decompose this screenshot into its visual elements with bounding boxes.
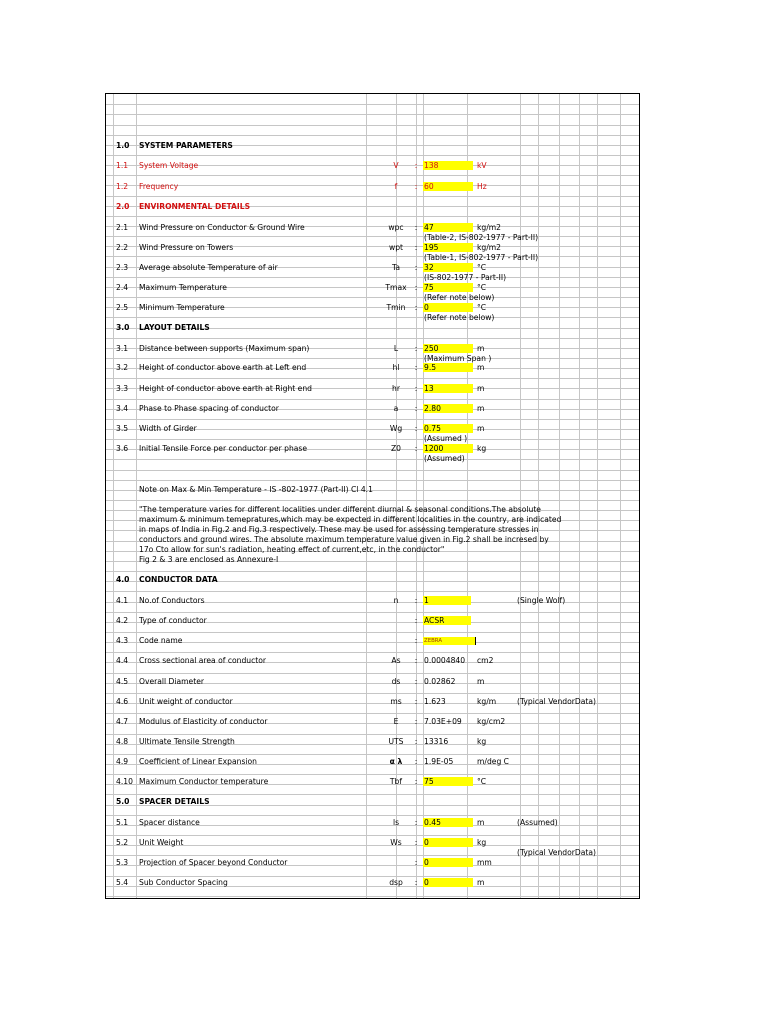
item-number: 3.5 xyxy=(116,424,129,433)
item-number: 3.2 xyxy=(116,363,129,372)
separator-colon: : xyxy=(414,818,418,827)
separator-colon: : xyxy=(414,737,418,746)
separator-colon: : xyxy=(414,243,418,252)
parameter-value: 7.03E+09 xyxy=(424,717,462,726)
item-number: 4.10 xyxy=(116,777,133,786)
parameter-symbol: ds xyxy=(391,677,401,686)
separator-colon: : xyxy=(414,697,418,706)
grid-row-line xyxy=(106,754,639,755)
parameter-note: (Assumed) xyxy=(517,818,558,827)
separator-colon: : xyxy=(414,223,418,232)
parameter-label: Initial Tensile Force per conductor per phase xyxy=(139,444,308,453)
parameter-symbol: Tmin xyxy=(386,303,406,312)
grid-column-line xyxy=(620,94,621,898)
parameter-symbol: Wg xyxy=(389,424,403,433)
parameter-symbol: dsp xyxy=(389,878,403,887)
grid-row-line xyxy=(106,236,639,237)
separator-colon: : xyxy=(414,303,418,312)
grid-row-line xyxy=(106,459,639,460)
parameter-value: 138 xyxy=(424,161,439,170)
parameter-unit: °C xyxy=(477,283,487,292)
parameter-unit: m xyxy=(477,363,485,372)
parameter-value: 0.0004840 xyxy=(424,656,466,665)
separator-colon: : xyxy=(414,777,418,786)
parameter-label: Wind Pressure on Conductor & Ground Wire xyxy=(139,223,305,232)
parameter-symbol: ls xyxy=(392,818,400,827)
parameter-label: Frequency xyxy=(139,182,179,191)
note-text: maximum & minimum temepratures,which may be expected in different localities in the country, are indicated xyxy=(139,515,562,524)
separator-colon: : xyxy=(414,717,418,726)
parameter-label: Height of conductor above earth at Right end xyxy=(139,384,312,393)
item-number: 1.2 xyxy=(116,182,129,191)
parameter-label: Coefficient of Linear Expansion xyxy=(139,757,257,766)
grid-column-line xyxy=(597,94,598,898)
separator-colon: : xyxy=(414,182,418,191)
separator-colon: : xyxy=(414,596,418,605)
parameter-value: 0.75 xyxy=(424,424,441,433)
grid-row-line xyxy=(106,104,639,105)
parameter-label: Type of conductor xyxy=(139,616,207,625)
grid-row-line xyxy=(106,845,639,846)
grid-row-line xyxy=(106,632,639,633)
parameter-label: Unit Weight xyxy=(139,838,184,847)
grid-column-line xyxy=(520,94,521,898)
parameter-value: 250 xyxy=(424,344,439,353)
item-number: 2.1 xyxy=(116,223,129,232)
separator-colon: : xyxy=(414,161,418,170)
parameter-value: 0 xyxy=(424,878,429,887)
note-text: Fig 2 & 3 are enclosed as Annexure-I xyxy=(139,555,279,564)
separator-colon: : xyxy=(414,283,418,292)
grid-row-line xyxy=(106,693,639,694)
parameter-unit: kg xyxy=(477,737,487,746)
parameter-value: 0 xyxy=(424,858,429,867)
grid-row-line xyxy=(106,652,639,653)
grid-row-line xyxy=(106,338,639,339)
parameter-note: (Typical VendorData) xyxy=(517,848,596,857)
grid-row-line xyxy=(106,155,639,156)
grid-row-line xyxy=(106,642,639,643)
parameter-symbol: n xyxy=(393,596,399,605)
grid-row-line xyxy=(106,256,639,257)
item-number: 3.4 xyxy=(116,404,129,413)
separator-colon: : xyxy=(414,878,418,887)
parameter-unit: mm xyxy=(477,858,492,867)
item-number: 4.6 xyxy=(116,697,129,706)
grid-row-line xyxy=(106,185,639,186)
grid-row-line xyxy=(106,713,639,714)
note-text: 17o Cto allow for sun's radiation, heating effect of current,etc, in the conductor" xyxy=(139,545,445,554)
parameter-symbol: L xyxy=(393,344,399,353)
value-highlight xyxy=(423,858,473,867)
separator-colon: : xyxy=(414,404,418,413)
grid-row-line xyxy=(106,673,639,674)
grid-row-line xyxy=(106,277,639,278)
grid-column-line xyxy=(366,94,367,898)
grid-column-line xyxy=(559,94,560,898)
parameter-label: Modulus of Elasticity of conductor xyxy=(139,717,268,726)
item-number: 3.3 xyxy=(116,384,129,393)
reference-note: (Assumed) xyxy=(424,454,465,463)
parameter-value: 1.9E-05 xyxy=(424,757,454,766)
parameter-label: Cross sectional area of conductor xyxy=(139,656,267,665)
grid-row-line xyxy=(106,500,639,501)
section-header: CONDUCTOR DATA xyxy=(139,575,218,584)
grid-row-line xyxy=(106,399,639,400)
parameter-label: Maximum Temperature xyxy=(139,283,227,292)
separator-colon: : xyxy=(414,444,418,453)
parameter-label: No.of Conductors xyxy=(139,596,205,605)
parameter-unit: kg/m2 xyxy=(477,223,502,232)
separator-colon: : xyxy=(414,677,418,686)
parameter-symbol: Ta xyxy=(391,263,401,272)
separator-colon: : xyxy=(414,636,418,645)
grid-row-line xyxy=(106,612,639,613)
parameter-value: 0.02862 xyxy=(424,677,456,686)
note-text: conductors and ground wires. The absolute maximum temperature value given in Fig.2 shall be incresed by xyxy=(139,535,549,544)
parameter-label: Projection of Spacer beyond Conductor xyxy=(139,858,288,867)
parameter-unit: m xyxy=(477,404,485,413)
grid-row-line xyxy=(106,196,639,197)
parameter-unit: kg xyxy=(477,838,487,847)
section-header: LAYOUT DETAILS xyxy=(139,323,210,332)
value-highlight xyxy=(423,838,473,847)
parameter-unit: Hz xyxy=(477,182,487,191)
separator-colon: : xyxy=(414,424,418,433)
grid-row-line xyxy=(106,175,639,176)
item-number: 4.5 xyxy=(116,677,129,686)
parameter-note: (Typical VendorData) xyxy=(517,697,596,706)
reference-note: (Maximum Span ) xyxy=(424,354,492,363)
parameter-label: Sub Conductor Spacing xyxy=(139,878,228,887)
parameter-symbol: E xyxy=(393,717,399,726)
parameter-unit: m xyxy=(477,677,485,686)
grid-row-line xyxy=(106,317,639,318)
parameter-label: Width of Girder xyxy=(139,424,197,433)
parameter-value: 1 xyxy=(424,596,429,605)
separator-colon: : xyxy=(414,757,418,766)
value-highlight xyxy=(423,303,473,312)
parameter-value: 2.80 xyxy=(424,404,441,413)
parameter-value: 0 xyxy=(424,303,429,312)
grid-row-line xyxy=(106,896,639,897)
parameter-unit: kV xyxy=(477,161,487,170)
separator-colon: : xyxy=(414,616,418,625)
grid-column-line xyxy=(113,94,114,898)
reference-note: (IS-802-1977 - Part-II) xyxy=(424,273,507,282)
grid-row-line xyxy=(106,439,639,440)
grid-row-line xyxy=(106,571,639,572)
grid-row-line xyxy=(106,125,639,126)
reference-note: (Refer note below) xyxy=(424,313,495,322)
spreadsheet-grid xyxy=(105,93,640,899)
grid-row-line xyxy=(106,114,639,115)
parameter-unit: m/deg C xyxy=(477,757,509,766)
item-number: 2.5 xyxy=(116,303,129,312)
parameter-value: 75 xyxy=(424,777,434,786)
parameter-value: 47 xyxy=(424,223,434,232)
item-number: 4.1 xyxy=(116,596,129,605)
separator-colon: : xyxy=(414,656,418,665)
item-number: 4.4 xyxy=(116,656,129,665)
parameter-symbol: wpc xyxy=(388,223,404,232)
item-number: 5.3 xyxy=(116,858,129,867)
parameter-label: Maximum Conductor temperature xyxy=(139,777,269,786)
parameter-label: Unit weight of conductor xyxy=(139,697,233,706)
parameter-value: 0 xyxy=(424,838,429,847)
parameter-unit: m xyxy=(477,344,485,353)
code-name-value[interactable]: ZEBRA xyxy=(423,637,476,645)
separator-colon: : xyxy=(414,384,418,393)
grid-row-line xyxy=(106,734,639,735)
grid-column-line xyxy=(538,94,539,898)
parameter-symbol: Tbf xyxy=(389,777,403,786)
note-text: in maps of India in Fig.2 and Fig.3 respectively. These may be used for assessing temperature stresses in xyxy=(139,525,539,534)
item-number: 4.9 xyxy=(116,757,129,766)
parameter-label: Phase to Phase spacing of conductor xyxy=(139,404,279,413)
parameter-symbol: a xyxy=(393,404,399,413)
parameter-value: 195 xyxy=(424,243,439,252)
section-header: SYSTEM PARAMETERS xyxy=(139,141,233,150)
grid-column-line xyxy=(579,94,580,898)
parameter-value: 60 xyxy=(424,182,434,191)
value-highlight xyxy=(423,878,473,887)
parameter-note: (Single Wolf) xyxy=(517,596,566,605)
item-number: 4.8 xyxy=(116,737,129,746)
parameter-value: 13 xyxy=(424,384,434,393)
parameter-unit: kg xyxy=(477,444,487,453)
parameter-symbol: hr xyxy=(392,384,400,393)
parameter-unit: kg/cm2 xyxy=(477,717,506,726)
parameter-unit: m xyxy=(477,818,485,827)
grid-row-line xyxy=(106,591,639,592)
grid-column-line xyxy=(136,94,137,898)
section-header: SPACER DETAILS xyxy=(139,797,210,806)
parameter-label: System Voltage xyxy=(139,161,199,170)
parameter-symbol: f xyxy=(394,182,398,191)
parameter-label: Wind Pressure on Towers xyxy=(139,243,234,252)
parameter-value: 1200 xyxy=(424,444,444,453)
item-number: 4.7 xyxy=(116,717,129,726)
parameter-symbol: ms xyxy=(390,697,402,706)
separator-colon: : xyxy=(414,263,418,272)
parameter-unit: m xyxy=(477,424,485,433)
separator-colon: : xyxy=(414,344,418,353)
grid-row-line xyxy=(106,876,639,877)
item-number: 5.1 xyxy=(116,818,129,827)
grid-row-line xyxy=(106,419,639,420)
separator-colon: : xyxy=(414,858,418,867)
parameter-label: Ultimate Tensile Strength xyxy=(139,737,235,746)
item-number: 2.3 xyxy=(116,263,129,272)
parameter-unit: cm2 xyxy=(477,656,494,665)
item-number: 2.4 xyxy=(116,283,129,292)
reference-note: (Refer note below) xyxy=(424,293,495,302)
parameter-symbol: α λ xyxy=(389,757,403,766)
section-header: ENVIRONMENTAL DETAILS xyxy=(139,202,251,211)
grid-row-line xyxy=(106,480,639,481)
item-number: 2.0 xyxy=(116,202,130,211)
grid-row-line xyxy=(106,135,639,136)
grid-row-line xyxy=(106,794,639,795)
item-number: 2.2 xyxy=(116,243,129,252)
parameter-value: 13316 xyxy=(424,737,449,746)
parameter-unit: °C xyxy=(477,263,487,272)
parameter-symbol: hl xyxy=(392,363,400,372)
value-highlight xyxy=(423,596,471,605)
parameter-value: 32 xyxy=(424,263,434,272)
item-number: 5.0 xyxy=(116,797,130,806)
reference-note: (Table-1, IS-802-1977 - Part-II) xyxy=(424,253,539,262)
note-text: Note on Max & Min Temperature - IS -802-1977 (Part-II) Cl 4.1 xyxy=(139,485,373,494)
grid-row-line xyxy=(106,378,639,379)
reference-note: (Table-2, IS-802-1977 - Part-II) xyxy=(424,233,539,242)
item-number: 4.0 xyxy=(116,575,130,584)
parameter-unit: kg/m xyxy=(477,697,497,706)
parameter-value: 9.5 xyxy=(424,363,437,372)
parameter-symbol: As xyxy=(391,656,401,665)
parameter-symbol: UTS xyxy=(388,737,404,746)
note-text: "The temperature varies for different localities under different diurnal & seasonal conditions.The absolute xyxy=(139,505,541,514)
parameter-unit: m xyxy=(477,384,485,393)
grid-row-line xyxy=(106,358,639,359)
parameter-label: Overall Diameter xyxy=(139,677,205,686)
item-number: 5.2 xyxy=(116,838,129,847)
parameter-label: Height of conductor above earth at Left end xyxy=(139,363,307,372)
item-number: 3.1 xyxy=(116,344,129,353)
item-number: 3.6 xyxy=(116,444,129,453)
parameter-value: ACSR xyxy=(424,616,445,625)
grid-row-line xyxy=(106,216,639,217)
grid-row-line xyxy=(106,470,639,471)
item-number: 1.0 xyxy=(116,141,130,150)
parameter-label: Minimum Temperature xyxy=(139,303,225,312)
grid-row-line xyxy=(106,297,639,298)
item-number: 3.0 xyxy=(116,323,130,332)
reference-note: (Assumed ) xyxy=(424,434,468,443)
parameter-symbol: Tmax xyxy=(385,283,407,292)
parameter-value: 0.45 xyxy=(424,818,441,827)
parameter-label: Spacer distance xyxy=(139,818,200,827)
grid-row-line xyxy=(106,835,639,836)
item-number: 1.1 xyxy=(116,161,129,170)
parameter-unit: m xyxy=(477,878,485,887)
item-number: 4.2 xyxy=(116,616,129,625)
parameter-unit: kg/m2 xyxy=(477,243,502,252)
parameter-unit: °C xyxy=(477,777,487,786)
parameter-symbol: V xyxy=(393,161,399,170)
grid-row-line xyxy=(106,774,639,775)
parameter-unit: °C xyxy=(477,303,487,312)
item-number: 4.3 xyxy=(116,636,129,645)
parameter-label: Average absolute Temperature of air xyxy=(139,263,278,272)
parameter-symbol: Z0 xyxy=(390,444,402,453)
separator-colon: : xyxy=(414,838,418,847)
parameter-value: 75 xyxy=(424,283,434,292)
parameter-symbol: Ws xyxy=(390,838,402,847)
parameter-label: Code name xyxy=(139,636,183,645)
parameter-symbol: wpt xyxy=(388,243,403,252)
parameter-label: Distance between supports (Maximum span) xyxy=(139,344,310,353)
parameter-value: 1.623 xyxy=(424,697,446,706)
item-number: 5.4 xyxy=(116,878,129,887)
grid-row-line xyxy=(106,815,639,816)
separator-colon: : xyxy=(414,363,418,372)
